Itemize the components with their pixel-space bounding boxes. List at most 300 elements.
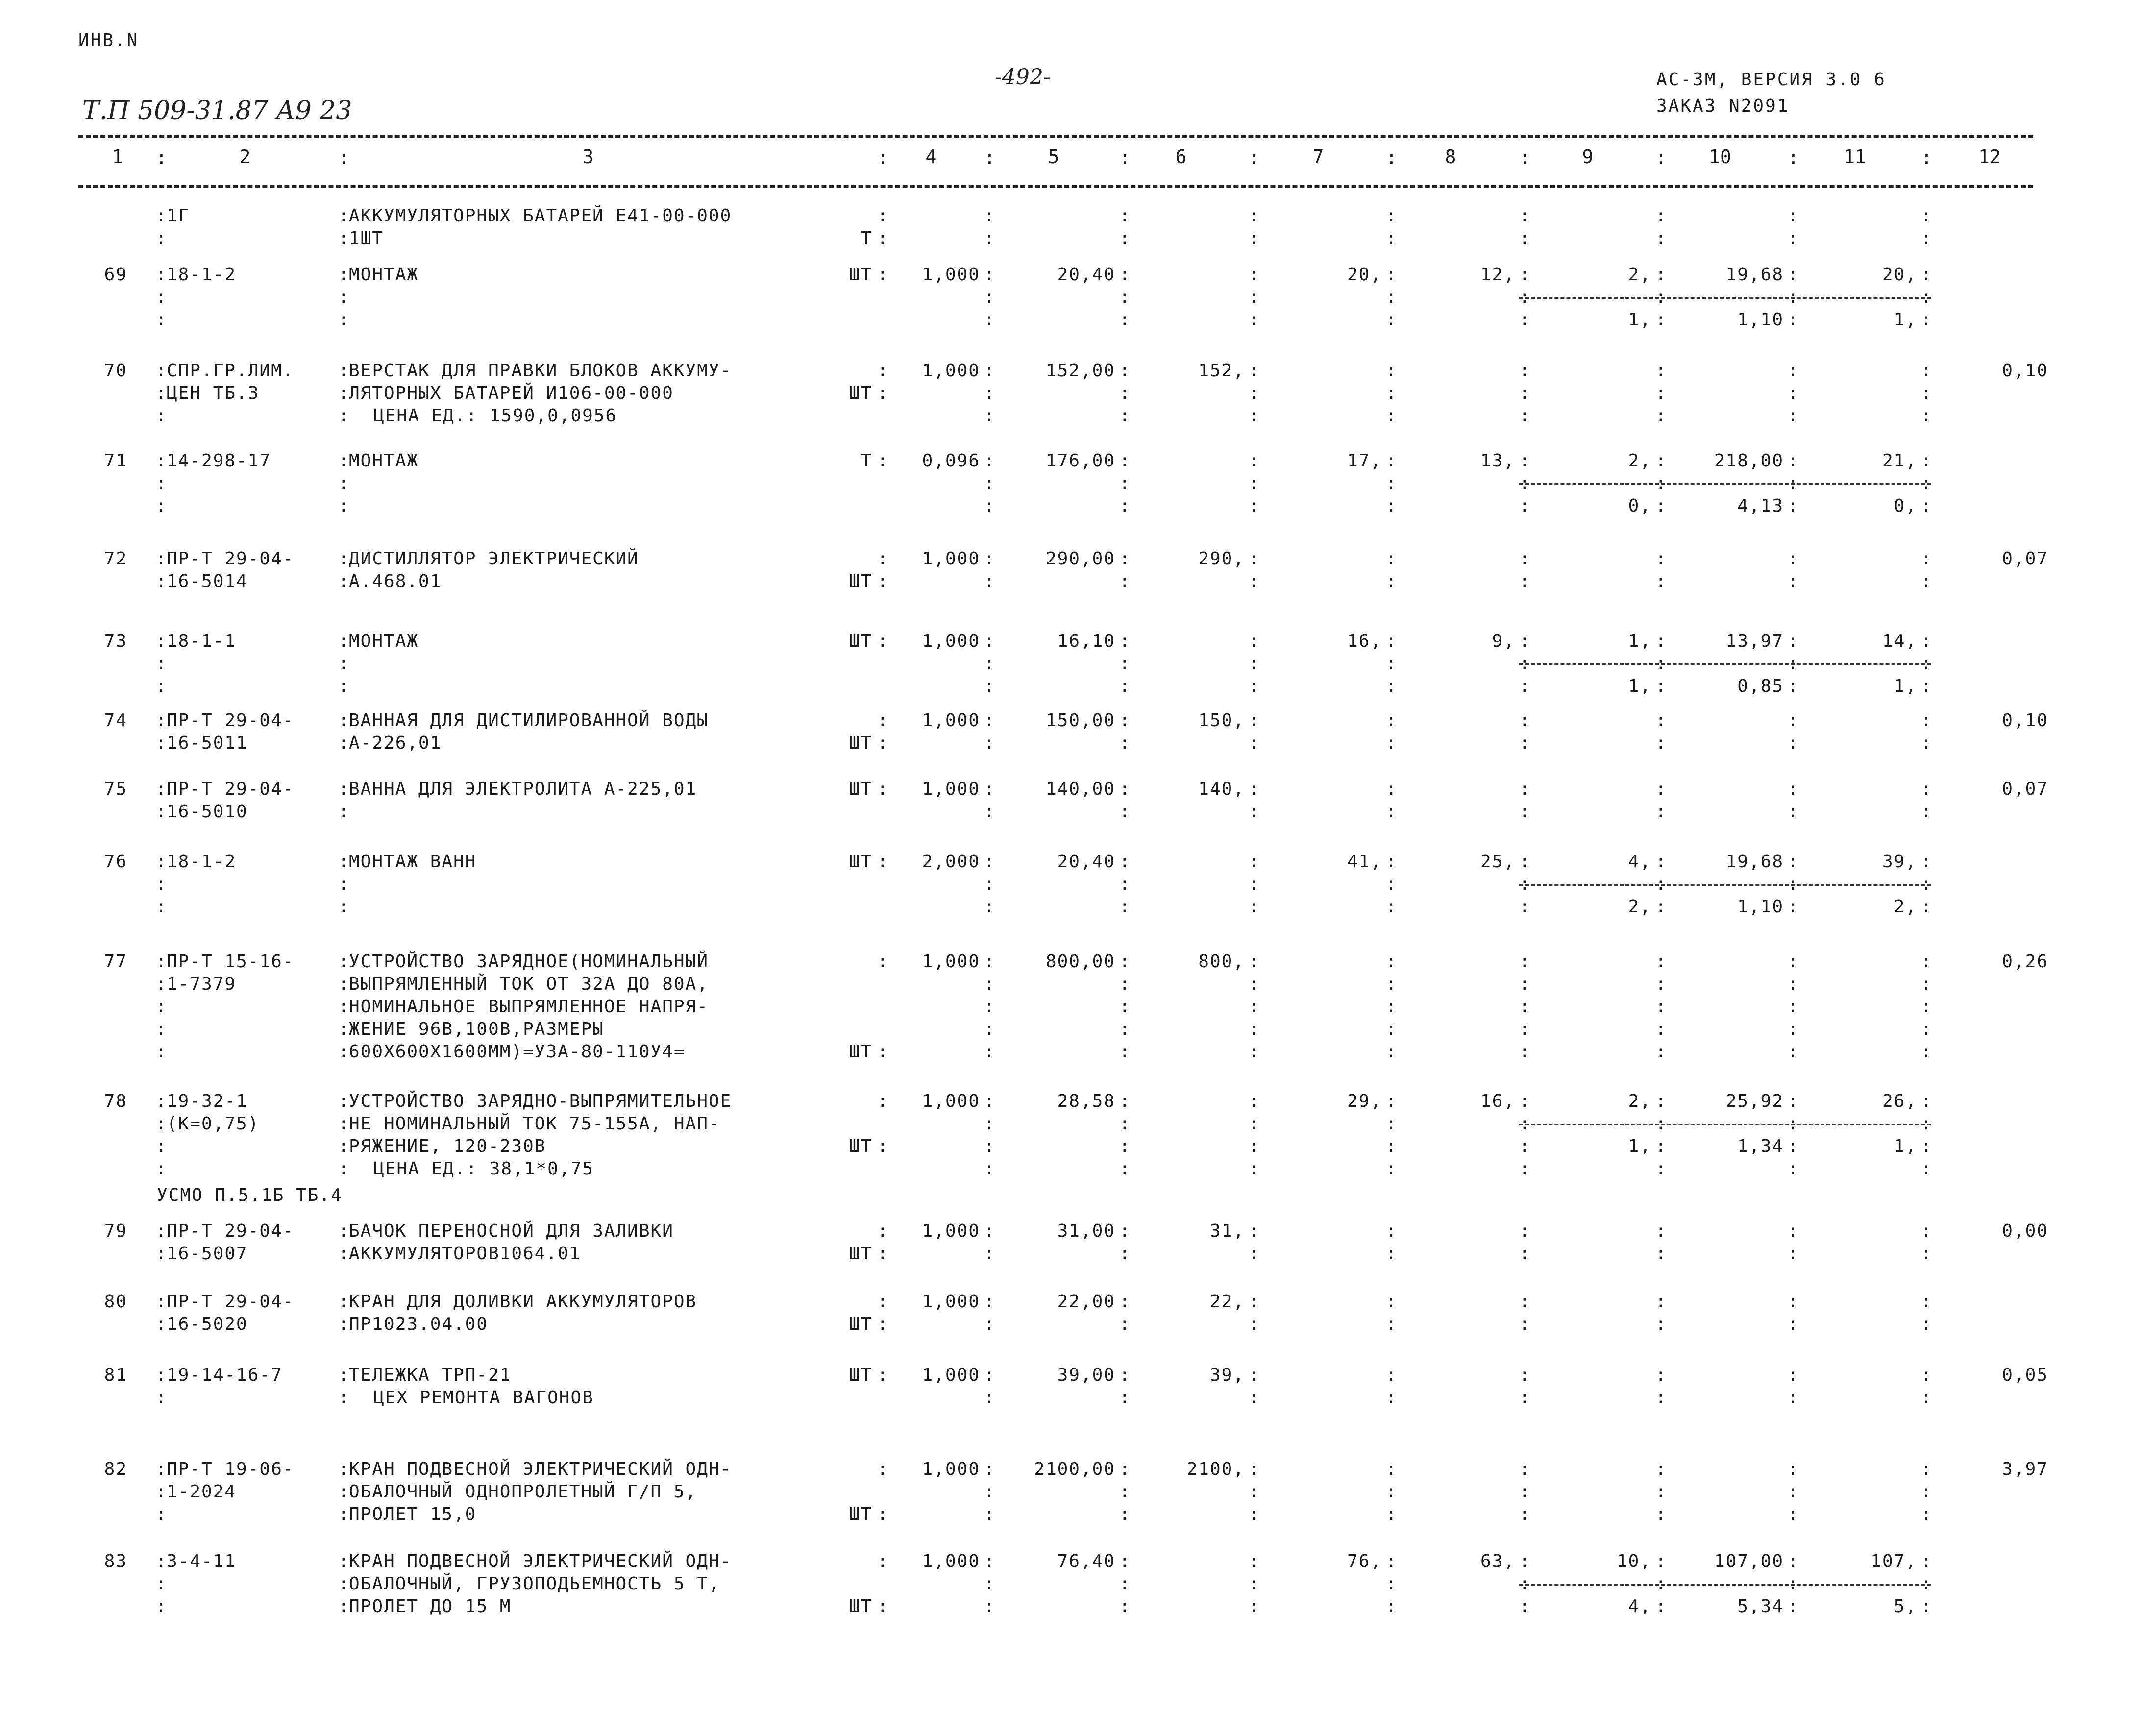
cell-separator: : — [984, 1551, 995, 1571]
cell-separator: : — [338, 1042, 349, 1062]
row-description: АККУМУЛЯТОРНЫХ БАТАРЕЙ Е41-00-000 — [349, 206, 732, 226]
row-description: ВАННАЯ ДЛЯ ДИСТИЛИРОВАННОЙ ВОДЫ — [349, 710, 709, 731]
cell-c6: 152, — [1198, 361, 1245, 381]
row-number: 81 — [104, 1365, 127, 1385]
cell-c9: 2, — [1628, 451, 1651, 471]
cell-separator: : — [1386, 1459, 1397, 1479]
cell-separator: : — [156, 1388, 167, 1408]
cell-separator: : — [338, 733, 349, 753]
sub-c11: 0, — [1894, 496, 1917, 516]
cell-separator: : — [338, 1482, 349, 1502]
cell-separator: : — [1655, 1504, 1666, 1524]
cell-c8: 9, — [1492, 631, 1515, 651]
cell-separator: : — [1788, 361, 1798, 381]
cell-separator: : — [1655, 897, 1666, 917]
cell-c9: 2, — [1628, 265, 1651, 285]
cell-separator: : — [1386, 1574, 1397, 1594]
cell-separator: : — [1249, 1365, 1259, 1385]
cell-separator: : — [984, 383, 995, 403]
cell-separator: : — [1519, 496, 1530, 516]
cell-separator: : — [1119, 1482, 1130, 1502]
column-separator: : — [877, 147, 888, 169]
cell-separator: : — [1921, 1159, 1932, 1179]
cell-separator: : — [1386, 710, 1397, 731]
column-separator: : — [1655, 147, 1667, 169]
cell-separator: : — [1386, 206, 1397, 226]
cell-separator: : — [1519, 1482, 1530, 1502]
cell-separator: : — [877, 206, 888, 226]
cell-separator: : — [1788, 1042, 1798, 1062]
row-number: 69 — [104, 265, 127, 285]
cell-separator: : — [156, 1114, 167, 1134]
cell-separator: : — [338, 1365, 349, 1385]
handwritten-reference: Т.П 509-31.87 А9 23 — [82, 96, 352, 125]
row-number: 73 — [104, 631, 127, 651]
cell-separator: : — [1386, 473, 1397, 493]
cell-separator: : — [1519, 952, 1530, 972]
cell-separator: : — [1249, 549, 1259, 569]
cell-separator: : — [1386, 779, 1397, 799]
row-description: ТЕЛЕЖКА ТРП-21 — [349, 1365, 512, 1385]
cell-separator: : — [1921, 549, 1932, 569]
cell-separator: : — [1386, 1042, 1397, 1062]
cell-separator: : — [1655, 1244, 1666, 1264]
cell-c6: 2100, — [1186, 1459, 1245, 1479]
cell-separator: : — [1655, 1365, 1666, 1385]
cell-separator: : — [984, 1114, 995, 1134]
column-number: 10 — [1709, 146, 1731, 168]
row-code: ПР-Т 29-04- — [167, 710, 295, 731]
row-code: ПР-Т 29-04- — [167, 1221, 295, 1241]
column-separator: : — [156, 147, 167, 169]
cell-separator: : — [984, 1459, 995, 1479]
cell-separator: : — [1249, 631, 1259, 651]
cell-c8: 16, — [1480, 1091, 1515, 1111]
cell-separator: : — [338, 1314, 349, 1334]
cell-separator: : — [338, 1244, 349, 1264]
row-number: 76 — [104, 852, 127, 872]
row-code: ПР-Т 19-06- — [167, 1459, 295, 1479]
row-description: ОБАЛОЧНЫЙ, ГРУЗОПОДЬЕМНОСТЬ 5 Т, — [349, 1574, 720, 1594]
sub-divider — [1519, 1124, 1931, 1125]
column-separator: : — [1519, 147, 1530, 169]
cell-separator: : — [1119, 361, 1130, 381]
cell-separator: : — [1386, 1136, 1397, 1156]
cell-price: 176,00 — [1045, 451, 1115, 471]
cell-separator: : — [1249, 1574, 1259, 1594]
cell-separator: : — [1519, 287, 1530, 307]
row-code: 16-5011 — [167, 733, 248, 753]
cell-separator: : — [1921, 310, 1932, 330]
cell-separator: : — [1655, 952, 1666, 972]
row-number: 74 — [104, 710, 127, 731]
sub-c9: 4, — [1628, 1596, 1651, 1616]
cell-separator: : — [1655, 549, 1666, 569]
cell-separator: : — [338, 361, 349, 381]
cell-separator: : — [1921, 1019, 1932, 1039]
cell-separator: : — [1519, 676, 1530, 696]
cell-qty: 0,096 — [922, 451, 980, 471]
cell-separator: : — [877, 1504, 888, 1524]
cell-separator: : — [156, 952, 167, 972]
cell-c10: 13,97 — [1725, 631, 1784, 651]
row-description: ЦЕНА ЕД.: 38,1*0,75 — [373, 1159, 594, 1179]
cell-separator: : — [984, 1221, 995, 1241]
row-code: СПР.ГР.ЛИМ. — [167, 361, 295, 381]
cell-separator: : — [156, 710, 167, 731]
cell-qty: 1,000 — [922, 1459, 980, 1479]
cell-separator: : — [1921, 1596, 1932, 1616]
row-code: 3-4-11 — [167, 1551, 237, 1571]
cell-separator: : — [1119, 852, 1130, 872]
cell-separator: : — [1788, 1091, 1798, 1111]
sub-divider — [1519, 1584, 1931, 1586]
cell-separator: : — [338, 206, 349, 226]
cell-separator: : — [984, 1091, 995, 1111]
cell-separator: : — [156, 1574, 167, 1594]
cell-separator: : — [1788, 997, 1798, 1017]
row-code: 19-14-16-7 — [167, 1365, 283, 1385]
cell-price: 150,00 — [1045, 710, 1115, 731]
cell-price: 152,00 — [1045, 361, 1115, 381]
cell-separator: : — [984, 451, 995, 471]
cell-separator: : — [1249, 974, 1259, 994]
cell-separator: : — [1249, 852, 1259, 872]
cell-separator: : — [1386, 952, 1397, 972]
cell-separator: : — [984, 852, 995, 872]
cell-separator: : — [1655, 974, 1666, 994]
sub-divider — [1519, 483, 1931, 485]
cell-separator: : — [984, 802, 995, 822]
row-code: ПР-Т 29-04- — [167, 1292, 295, 1312]
row-description: ЦЕХ РЕМОНТА ВАГОНОВ — [373, 1388, 594, 1408]
cell-separator: : — [1788, 1388, 1798, 1408]
cell-separator: : — [1386, 1159, 1397, 1179]
cell-separator: : — [1519, 852, 1530, 872]
cell-c7: 41, — [1347, 852, 1382, 872]
row-number: 82 — [104, 1459, 127, 1479]
row-description: КРАН ПОДВЕСНОЙ ЭЛЕКТРИЧЕСКИЙ ОДН- — [349, 1459, 732, 1479]
cell-separator: : — [1519, 265, 1530, 285]
cell-separator: : — [1119, 383, 1130, 403]
cell-separator: : — [877, 361, 888, 381]
row-description: ЖЕНИЕ 96В,100В,РАЗМЕРЫ — [349, 1019, 604, 1039]
cell-separator: : — [984, 1574, 995, 1594]
cell-separator: : — [1788, 287, 1798, 307]
row-code: 14-298-17 — [167, 451, 271, 471]
cell-qty: 1,000 — [922, 1091, 980, 1111]
cell-separator: : — [1249, 710, 1259, 731]
cell-separator: : — [1386, 1292, 1397, 1312]
sub-c11: 1, — [1894, 310, 1917, 330]
cell-separator: : — [1519, 1459, 1530, 1479]
cell-separator: : — [877, 1365, 888, 1385]
sub-c9: 2, — [1628, 897, 1651, 917]
cell-qty: 1,000 — [922, 1292, 980, 1312]
cell-separator: : — [1249, 206, 1259, 226]
cell-separator: : — [1119, 451, 1130, 471]
cell-separator: : — [1519, 1244, 1530, 1264]
cell-separator: : — [1519, 1292, 1530, 1312]
cell-separator: : — [1519, 310, 1530, 330]
cell-separator: : — [1386, 852, 1397, 872]
cell-qty: 1,000 — [922, 1365, 980, 1385]
sub-c9: 0, — [1628, 496, 1651, 516]
cell-separator: : — [156, 997, 167, 1017]
row-description: ЦЕНА ЕД.: 1590,0,0956 — [373, 406, 617, 426]
cell-separator: : — [1655, 1292, 1666, 1312]
cell-separator: : — [984, 1482, 995, 1502]
cell-separator: : — [1249, 1136, 1259, 1156]
cell-separator: : — [156, 779, 167, 799]
cell-separator: : — [1788, 265, 1798, 285]
cell-c6: 39, — [1209, 1365, 1245, 1385]
cell-separator: : — [338, 383, 349, 403]
cell-c9: 2, — [1628, 1091, 1651, 1111]
cell-separator: : — [1655, 1388, 1666, 1408]
row-description: ДИСТИЛЛЯТОР ЭЛЕКТРИЧЕСКИЙ — [349, 549, 639, 569]
cell-separator: : — [1386, 228, 1397, 248]
cell-separator: : — [338, 1459, 349, 1479]
cell-separator: : — [1119, 1459, 1130, 1479]
cell-separator: : — [1386, 1244, 1397, 1264]
cell-separator: : — [1249, 228, 1259, 248]
cell-qty: 1,000 — [922, 361, 980, 381]
cell-separator: : — [1788, 897, 1798, 917]
cell-separator: : — [1386, 1365, 1397, 1385]
cell-c9: 10, — [1616, 1551, 1651, 1571]
cell-price: 2100,00 — [1034, 1459, 1115, 1479]
cell-separator: : — [338, 549, 349, 569]
cell-separator: : — [338, 802, 349, 822]
cell-separator: : — [984, 406, 995, 426]
cell-separator: : — [1655, 1114, 1666, 1134]
cell-separator: : — [1921, 1244, 1932, 1264]
column-separator: : — [1386, 147, 1397, 169]
cell-separator: : — [1921, 1042, 1932, 1062]
cell-separator: : — [1655, 802, 1666, 822]
cell-separator: : — [877, 1136, 888, 1156]
cell-separator: : — [1119, 779, 1130, 799]
column-number: 12 — [1978, 146, 2001, 168]
cell-separator: : — [1921, 676, 1932, 696]
row-code: 1-2024 — [167, 1482, 237, 1502]
cell-separator: : — [1119, 897, 1130, 917]
cell-separator: : — [1249, 496, 1259, 516]
cell-separator: : — [1788, 473, 1798, 493]
cell-separator: : — [1655, 265, 1666, 285]
cell-separator: : — [1386, 361, 1397, 381]
cell-separator: : — [1519, 874, 1530, 894]
cell-separator: : — [338, 310, 349, 330]
cell-separator: : — [1655, 710, 1666, 731]
cell-separator: : — [338, 897, 349, 917]
cell-separator: : — [1249, 473, 1259, 493]
cell-separator: : — [156, 1221, 167, 1241]
cell-separator: : — [984, 206, 995, 226]
row-unit: ШТ — [849, 1042, 872, 1062]
cell-separator: : — [1788, 1159, 1798, 1179]
cell-separator: : — [156, 1365, 167, 1385]
sub-c11: 1, — [1894, 676, 1917, 696]
cell-separator: : — [1249, 287, 1259, 307]
cell-price: 20,40 — [1057, 852, 1115, 872]
row-description: МОНТАЖ — [349, 451, 419, 471]
row-number: 71 — [104, 451, 127, 471]
cell-separator: : — [1519, 1596, 1530, 1616]
cell-separator: : — [1655, 406, 1666, 426]
cell-qty: 1,000 — [922, 631, 980, 651]
cell-separator: : — [1386, 287, 1397, 307]
sub-c9: 1, — [1628, 310, 1651, 330]
cell-separator: : — [1921, 287, 1932, 307]
sub-c11: 2, — [1894, 897, 1917, 917]
cell-separator: : — [1519, 1019, 1530, 1039]
cell-price: 140,00 — [1045, 779, 1115, 799]
row-description: НОМИНАЛЬНОЕ ВЫПРЯМЛЕННОЕ НАПРЯ- — [349, 997, 709, 1017]
cell-separator: : — [1788, 451, 1798, 471]
cell-separator: : — [1119, 473, 1130, 493]
cell-separator: : — [984, 287, 995, 307]
cell-separator: : — [1119, 874, 1130, 894]
cell-c7: 29, — [1347, 1091, 1382, 1111]
cell-separator: : — [1921, 779, 1932, 799]
cell-separator: : — [1119, 710, 1130, 731]
row-code: (К=0,75) — [167, 1114, 260, 1134]
row-description: РЯЖЕНИЕ, 120-230В — [349, 1136, 546, 1156]
cell-separator: : — [1788, 852, 1798, 872]
cell-separator: : — [1249, 779, 1259, 799]
cell-separator: : — [156, 733, 167, 753]
cell-separator: : — [877, 1292, 888, 1312]
sub-c10: 0,85 — [1737, 676, 1784, 696]
cell-separator: : — [1788, 779, 1798, 799]
cell-separator: : — [1788, 1504, 1798, 1524]
cell-c6: 800, — [1198, 952, 1245, 972]
cell-separator: : — [156, 265, 167, 285]
cell-separator: : — [156, 897, 167, 917]
row-description: 600Х600Х1600ММ)=УЗА-80-110У4= — [349, 1042, 686, 1062]
cell-c8: 25, — [1480, 852, 1515, 872]
cell-separator: : — [156, 406, 167, 426]
cell-c8: 12, — [1480, 265, 1515, 285]
cell-separator: : — [1386, 874, 1397, 894]
cell-separator: : — [156, 1504, 167, 1524]
cell-separator: : — [1788, 1221, 1798, 1241]
cell-separator: : — [1788, 1459, 1798, 1479]
cell-separator: : — [1249, 874, 1259, 894]
cell-separator: : — [1655, 1091, 1666, 1111]
cell-separator: : — [984, 1596, 995, 1616]
cell-separator: : — [877, 952, 888, 972]
cell-separator: : — [877, 1596, 888, 1616]
cell-separator: : — [1921, 1221, 1932, 1241]
cell-separator: : — [1921, 406, 1932, 426]
cell-separator: : — [1519, 1159, 1530, 1179]
cell-price: 20,40 — [1057, 265, 1115, 285]
row-unit: ШТ — [849, 779, 872, 799]
row-code: 18-1-1 — [167, 631, 237, 651]
cell-separator: : — [1788, 206, 1798, 226]
cell-separator: : — [984, 1136, 995, 1156]
cell-separator: : — [1119, 676, 1130, 696]
cell-separator: : — [1519, 1314, 1530, 1334]
cell-separator: : — [1519, 654, 1530, 674]
cell-separator: : — [338, 1091, 349, 1111]
cell-separator: : — [156, 310, 167, 330]
cell-separator: : — [1788, 549, 1798, 569]
row-code: 18-1-2 — [167, 265, 237, 285]
cell-separator: : — [1249, 676, 1259, 696]
row-unit: ШТ — [849, 1596, 872, 1616]
cell-separator: : — [1119, 802, 1130, 822]
cell-separator: : — [338, 287, 349, 307]
cell-separator: : — [1655, 779, 1666, 799]
cell-separator: : — [877, 1091, 888, 1111]
row-unit: Т — [861, 228, 872, 248]
cell-c6: 290, — [1198, 549, 1245, 569]
cell-separator: : — [156, 1314, 167, 1334]
cell-c8: 13, — [1480, 451, 1515, 471]
cell-separator: : — [984, 1388, 995, 1408]
cell-separator: : — [338, 1221, 349, 1241]
cell-separator: : — [1519, 571, 1530, 591]
cell-separator: : — [1655, 1596, 1666, 1616]
cell-separator: : — [1386, 631, 1397, 651]
cell-separator: : — [338, 676, 349, 696]
sub-c10: 1,10 — [1737, 310, 1784, 330]
cell-c12: 0,26 — [2002, 952, 2048, 972]
cell-separator: : — [1386, 1019, 1397, 1039]
cell-separator: : — [1519, 1136, 1530, 1156]
cell-separator: : — [1119, 1091, 1130, 1111]
cell-separator: : — [1386, 451, 1397, 471]
cell-separator: : — [1519, 473, 1530, 493]
cell-separator: : — [1655, 654, 1666, 674]
cell-qty: 1,000 — [922, 549, 980, 569]
cell-separator: : — [1921, 897, 1932, 917]
cell-separator: : — [1249, 451, 1259, 471]
cell-c11: 21, — [1882, 451, 1917, 471]
cell-separator: : — [1386, 733, 1397, 753]
row-unit: ШТ — [849, 571, 872, 591]
sub-c11: 1, — [1894, 1136, 1917, 1156]
cell-separator: : — [156, 1091, 167, 1111]
column-number: 2 — [239, 146, 251, 168]
cell-separator: : — [338, 1388, 349, 1408]
cell-separator: : — [156, 496, 167, 516]
cell-separator: : — [1788, 1244, 1798, 1264]
cell-c7: 17, — [1347, 451, 1382, 471]
row-description: КРАН ДЛЯ ДОЛИВКИ АККУМУЛЯТОРОВ — [349, 1292, 697, 1312]
cell-separator: : — [338, 473, 349, 493]
cell-separator: : — [1921, 1114, 1932, 1134]
cell-price: 16,10 — [1057, 631, 1115, 651]
row-number: 75 — [104, 779, 127, 799]
cell-separator: : — [1921, 1459, 1932, 1479]
cell-c7: 76, — [1347, 1551, 1382, 1571]
sub-divider — [1519, 663, 1931, 665]
column-separator: : — [1119, 147, 1131, 169]
cell-separator: : — [156, 1482, 167, 1502]
cell-qty: 1,000 — [922, 265, 980, 285]
column-number: 3 — [582, 146, 594, 168]
row-description: АККУМУЛЯТОРОВ1064.01 — [349, 1244, 581, 1264]
inv-label: ИНВ.N — [78, 30, 139, 50]
cell-separator: : — [984, 1019, 995, 1039]
cell-separator: : — [877, 631, 888, 651]
cell-separator: : — [984, 654, 995, 674]
